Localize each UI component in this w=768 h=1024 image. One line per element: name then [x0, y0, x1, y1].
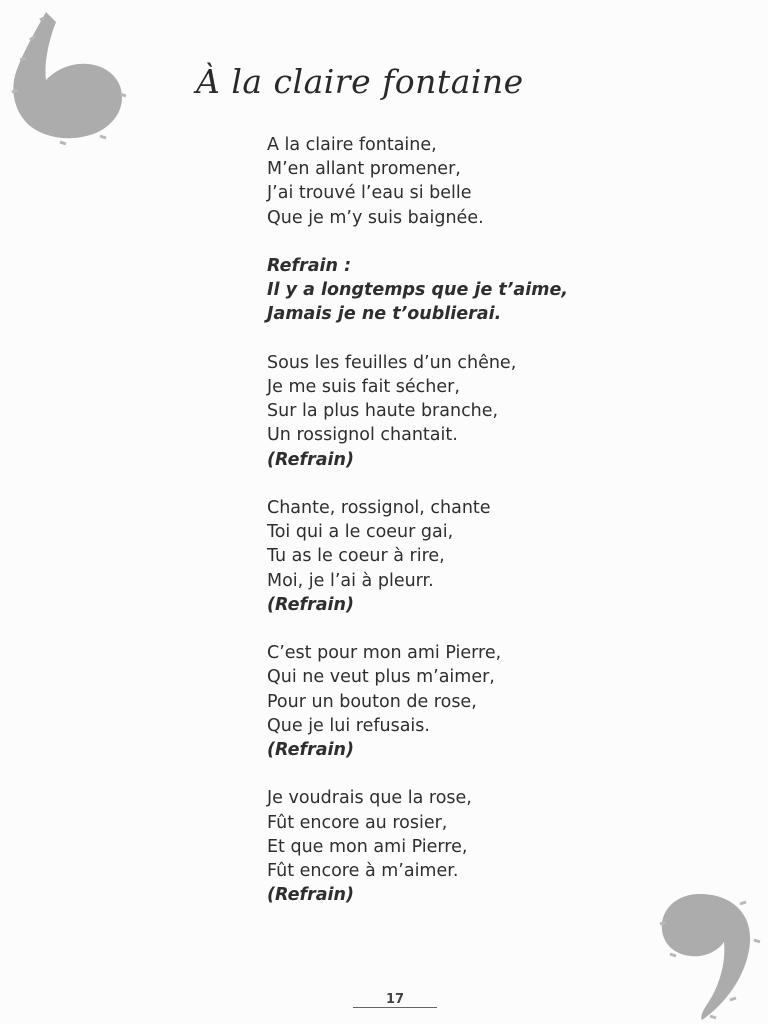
- decorative-comma-ornament-bottom: [640, 880, 768, 1024]
- lyric-line: A la claire fontaine,: [267, 135, 437, 155]
- lyric-line: Fût encore à m’aimer.: [267, 861, 459, 882]
- lyric-line: Moi, je l’ai à pleurr.: [267, 570, 434, 591]
- refrain-marker: (Refrain): [267, 594, 354, 615]
- lyric-line: M’en allant promener,: [267, 159, 461, 180]
- lyric-line: Toi qui a le coeur gai,: [267, 522, 454, 543]
- refrain-marker: (Refrain): [267, 885, 354, 906]
- lyric-line: Un rossignol chantait.: [267, 425, 458, 446]
- stanza-5: [267, 786, 687, 907]
- refrain-stanza: [267, 254, 687, 327]
- page-number-rule: [353, 1007, 437, 1008]
- stanza-2: [267, 351, 687, 472]
- lyric-line: J’ai trouvé l’eau si belle: [267, 183, 472, 204]
- lyric-line: Tu as le coeur à rire,: [267, 546, 445, 567]
- refrain-heading: Refrain :: [267, 256, 352, 276]
- lyric-line: Que je lui refusais.: [267, 715, 430, 736]
- stanza-4: [267, 641, 687, 762]
- stanza-1: [267, 133, 687, 230]
- ornament-top-body: [13, 12, 122, 138]
- refrain-marker: (Refrain): [267, 740, 354, 761]
- page-number: 17: [385, 992, 405, 1007]
- lyric-line: Je voudrais que la rose,: [267, 788, 472, 809]
- lyric-line: Pour un bouton de rose,: [267, 691, 477, 712]
- lyric-line: Et que mon ami Pierre,: [267, 836, 468, 857]
- song-lyrics: [267, 133, 687, 932]
- stanza-3: [267, 496, 687, 617]
- decorative-comma-ornament-top: [0, 0, 140, 150]
- refrain-marker: (Refrain): [267, 449, 354, 470]
- lyric-line: Qui ne veut plus m’aimer,: [267, 667, 495, 688]
- song-title: À la claire fontaine: [196, 62, 524, 101]
- lyric-line: Sur la plus haute branche,: [267, 401, 499, 422]
- lyric-line: Que je m’y suis baignée.: [267, 207, 484, 228]
- lyric-line: Fût encore au rosier,: [267, 812, 448, 833]
- lyric-line: Sous les feuilles d’un chêne,: [267, 352, 517, 373]
- lyric-line: Chante, rossignol, chante: [267, 498, 491, 518]
- refrain-line: Jamais je ne t’oublierai.: [267, 304, 502, 325]
- refrain-line: Il y a longtemps que je t’aime,: [267, 280, 568, 301]
- lyric-line: Je me suis fait sécher,: [267, 377, 460, 397]
- lyric-line: C’est pour mon ami Pierre,: [267, 643, 502, 664]
